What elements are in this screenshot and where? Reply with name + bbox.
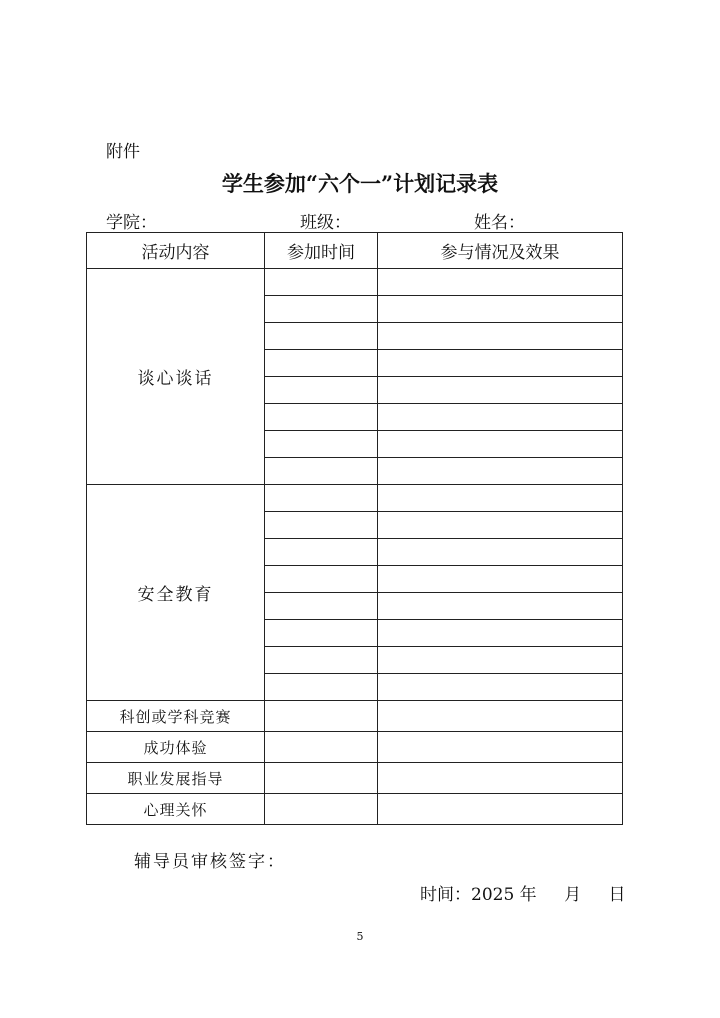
result-cell[interactable]: [378, 620, 623, 647]
time-cell[interactable]: [265, 794, 378, 825]
time-cell[interactable]: [265, 350, 378, 377]
activity-career: 职业发展指导: [87, 763, 265, 794]
time-cell[interactable]: [265, 566, 378, 593]
time-cell[interactable]: [265, 620, 378, 647]
result-cell[interactable]: [378, 512, 623, 539]
time-cell[interactable]: [265, 512, 378, 539]
date-year: 2025: [471, 885, 515, 905]
time-cell[interactable]: [265, 323, 378, 350]
table-row: [87, 485, 623, 512]
table-row: [87, 794, 623, 825]
result-cell[interactable]: [378, 763, 623, 794]
table-row: [87, 732, 623, 763]
result-cell[interactable]: [378, 701, 623, 732]
record-table: [86, 232, 623, 825]
result-cell[interactable]: [378, 593, 623, 620]
college-field-label: 学院：: [106, 213, 157, 233]
time-cell[interactable]: [265, 593, 378, 620]
time-cell[interactable]: [265, 485, 378, 512]
header-time: 参加时间: [265, 233, 378, 269]
time-cell[interactable]: [265, 763, 378, 794]
table-row: [87, 763, 623, 794]
result-cell[interactable]: [378, 732, 623, 763]
header-activity: 活动内容: [87, 233, 265, 269]
result-cell[interactable]: [378, 350, 623, 377]
time-cell[interactable]: [265, 431, 378, 458]
time-cell[interactable]: [265, 701, 378, 732]
result-cell[interactable]: [378, 323, 623, 350]
date-month-unit: 月: [564, 885, 582, 905]
result-cell[interactable]: [378, 674, 623, 701]
time-cell[interactable]: [265, 732, 378, 763]
header-result: 参与情况及效果: [378, 233, 623, 269]
result-cell[interactable]: [378, 539, 623, 566]
form-title: 学生参加“六个一”计划记录表: [221, 171, 499, 196]
class-field-label: 班级：: [300, 213, 351, 233]
activity-psychology: 心理关怀: [87, 794, 265, 825]
table-row: [87, 701, 623, 732]
result-cell[interactable]: [378, 377, 623, 404]
activity-competition: 科创或学科竞赛: [87, 701, 265, 732]
result-cell[interactable]: [378, 404, 623, 431]
date-prefix: 时间：: [420, 885, 471, 905]
result-cell[interactable]: [378, 431, 623, 458]
result-cell[interactable]: [378, 269, 623, 296]
time-cell[interactable]: [265, 296, 378, 323]
activity-safety: 安全教育: [87, 485, 265, 701]
page-number: 5: [356, 930, 364, 943]
table-row: [87, 269, 623, 296]
date-day-unit: 日: [608, 885, 626, 905]
time-cell[interactable]: [265, 269, 378, 296]
counselor-signature-label: 辅导员审核签字：: [134, 852, 286, 872]
result-cell[interactable]: [378, 485, 623, 512]
result-cell[interactable]: [378, 566, 623, 593]
result-cell[interactable]: [378, 794, 623, 825]
time-cell[interactable]: [265, 377, 378, 404]
date-line: [420, 880, 625, 905]
time-cell[interactable]: [265, 404, 378, 431]
time-cell[interactable]: [265, 674, 378, 701]
result-cell[interactable]: [378, 458, 623, 485]
time-cell[interactable]: [265, 539, 378, 566]
table-header-row: [87, 233, 623, 269]
date-year-unit: 年: [519, 885, 537, 905]
activity-talk: 谈心谈话: [87, 269, 265, 485]
activity-success: 成功体验: [87, 732, 265, 763]
time-cell[interactable]: [265, 458, 378, 485]
result-cell[interactable]: [378, 296, 623, 323]
time-cell[interactable]: [265, 647, 378, 674]
attachment-label: 附件: [106, 142, 140, 162]
name-field-label: 姓名：: [474, 213, 525, 233]
result-cell[interactable]: [378, 647, 623, 674]
